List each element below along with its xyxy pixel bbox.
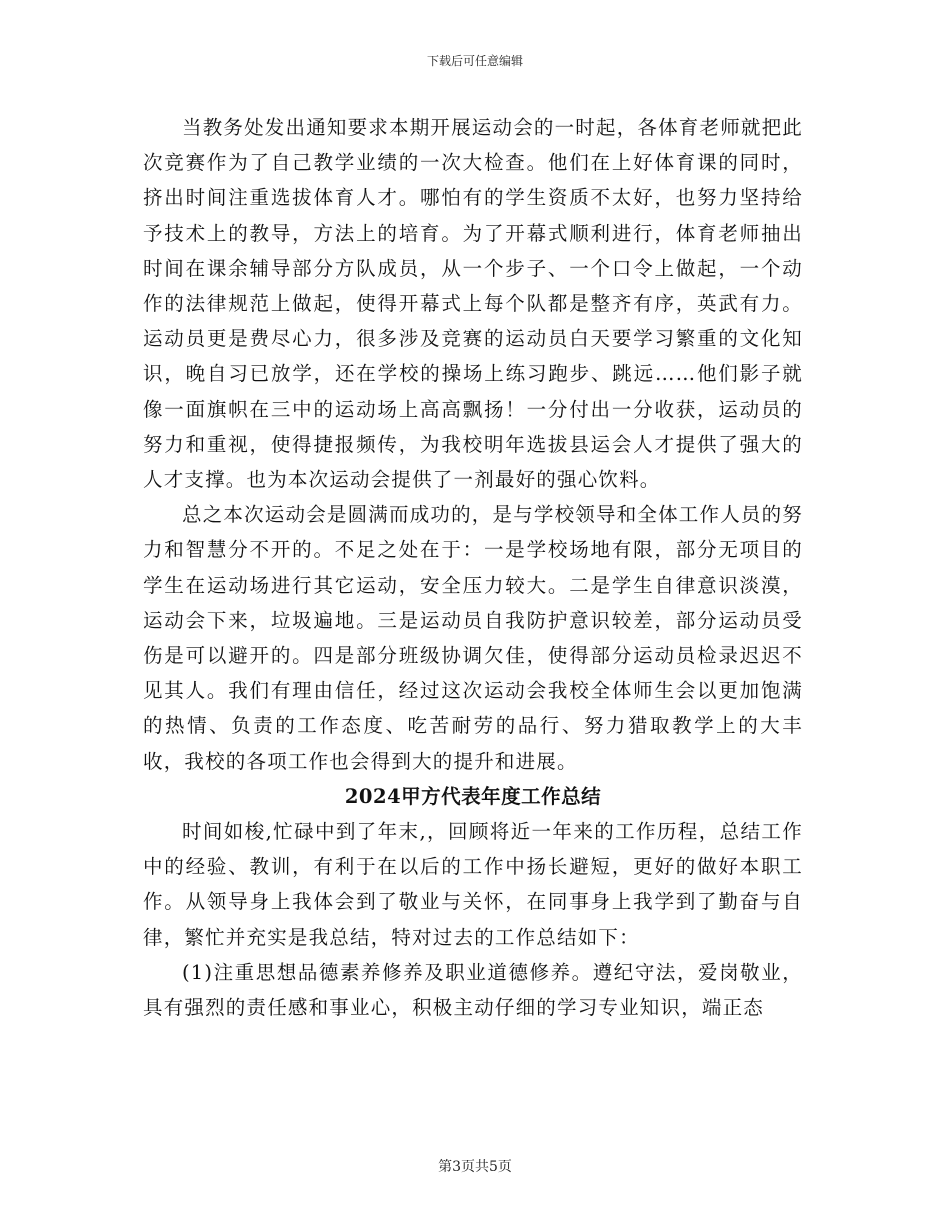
page-header-note: 下载后可任意编辑 (426, 54, 523, 68)
page-number: 第3页共5页 (438, 1159, 512, 1175)
document-body (143, 110, 803, 1025)
body-paragraph: 总之本次运动会是圆满而成功的，是与学校领导和全体工作人员的努力和智慧分不开的。不足之处在于：一是学校场地有限，部分无项目的学生在运动场进行其它运动，安全压力较大。二是学生自律意识淡漠，运动会下来，垃圾遍地。三是运动员自我防护意识较差，部分运动员受伤是可以避开的。四是部分班级协调欠佳，使得部分运动员检录迟迟不见其人。我们有理由信任，经过这次运动会我校全体师生会以更加饱满的热情、负责的工作态度、吃苦耐劳的品行、努力猎取教学上的大丰收，我校的各项工作也会得到大的提升和进展。 (143, 503, 804, 773)
section-paragraph: 时间如梭,忙碌中到了年末,，回顾将近一年来的工作历程，总结工作中的经验、教训，有利于在以后的工作中扬长避短，更好的做好本职工作。从领导身上我体会到了敬业与关怀，在同事身上我学到了勤奋与自律，繁忙并充实是我总结，特对过去的工作总结如下： (143, 820, 803, 949)
section-paragraph: (1)注重思想品德素养修养及职业道德修养。遵纪守法，爱岗敬业，具有强烈的责任感和事业心，积极主动仔细的学习专业知识，端正态 (143, 960, 803, 1020)
section-title: 2024甲方代表年度工作总结 (344, 784, 602, 808)
body-paragraph: 当教务处发出通知要求本期开展运动会的一时起，各体育老师就把此次竞赛作为了自己教学业绩的一次大检查。他们在上好体育课的同时，挤出时间注重选拔体育人才。哪怕有的学生资质不太好，也努力坚持给予技术上的教导，方法上的培育。为了开幕式顺利进行，体育老师抽出时间在课余辅导部分方队成员，从一个步子、一个口令上做起，一个动作的法律规范上做起，使得开幕式上每个队都是整齐有序，英武有力。运动员更是费尽心力，很多涉及竞赛的运动员白天要学习繁重的文化知识，晚自习已放学，还在学校的操场上练习跑步、跳远……他们影子就像一面旗帜在三中的运动场上高高飘扬！一分付出一分收获，运动员的努力和重视，使得捷报频传，为我校明年选拔县运会人才提供了强大的人才支撑。也为本次运动会提供了一剂最好的强心饮料。 (143, 116, 804, 492)
